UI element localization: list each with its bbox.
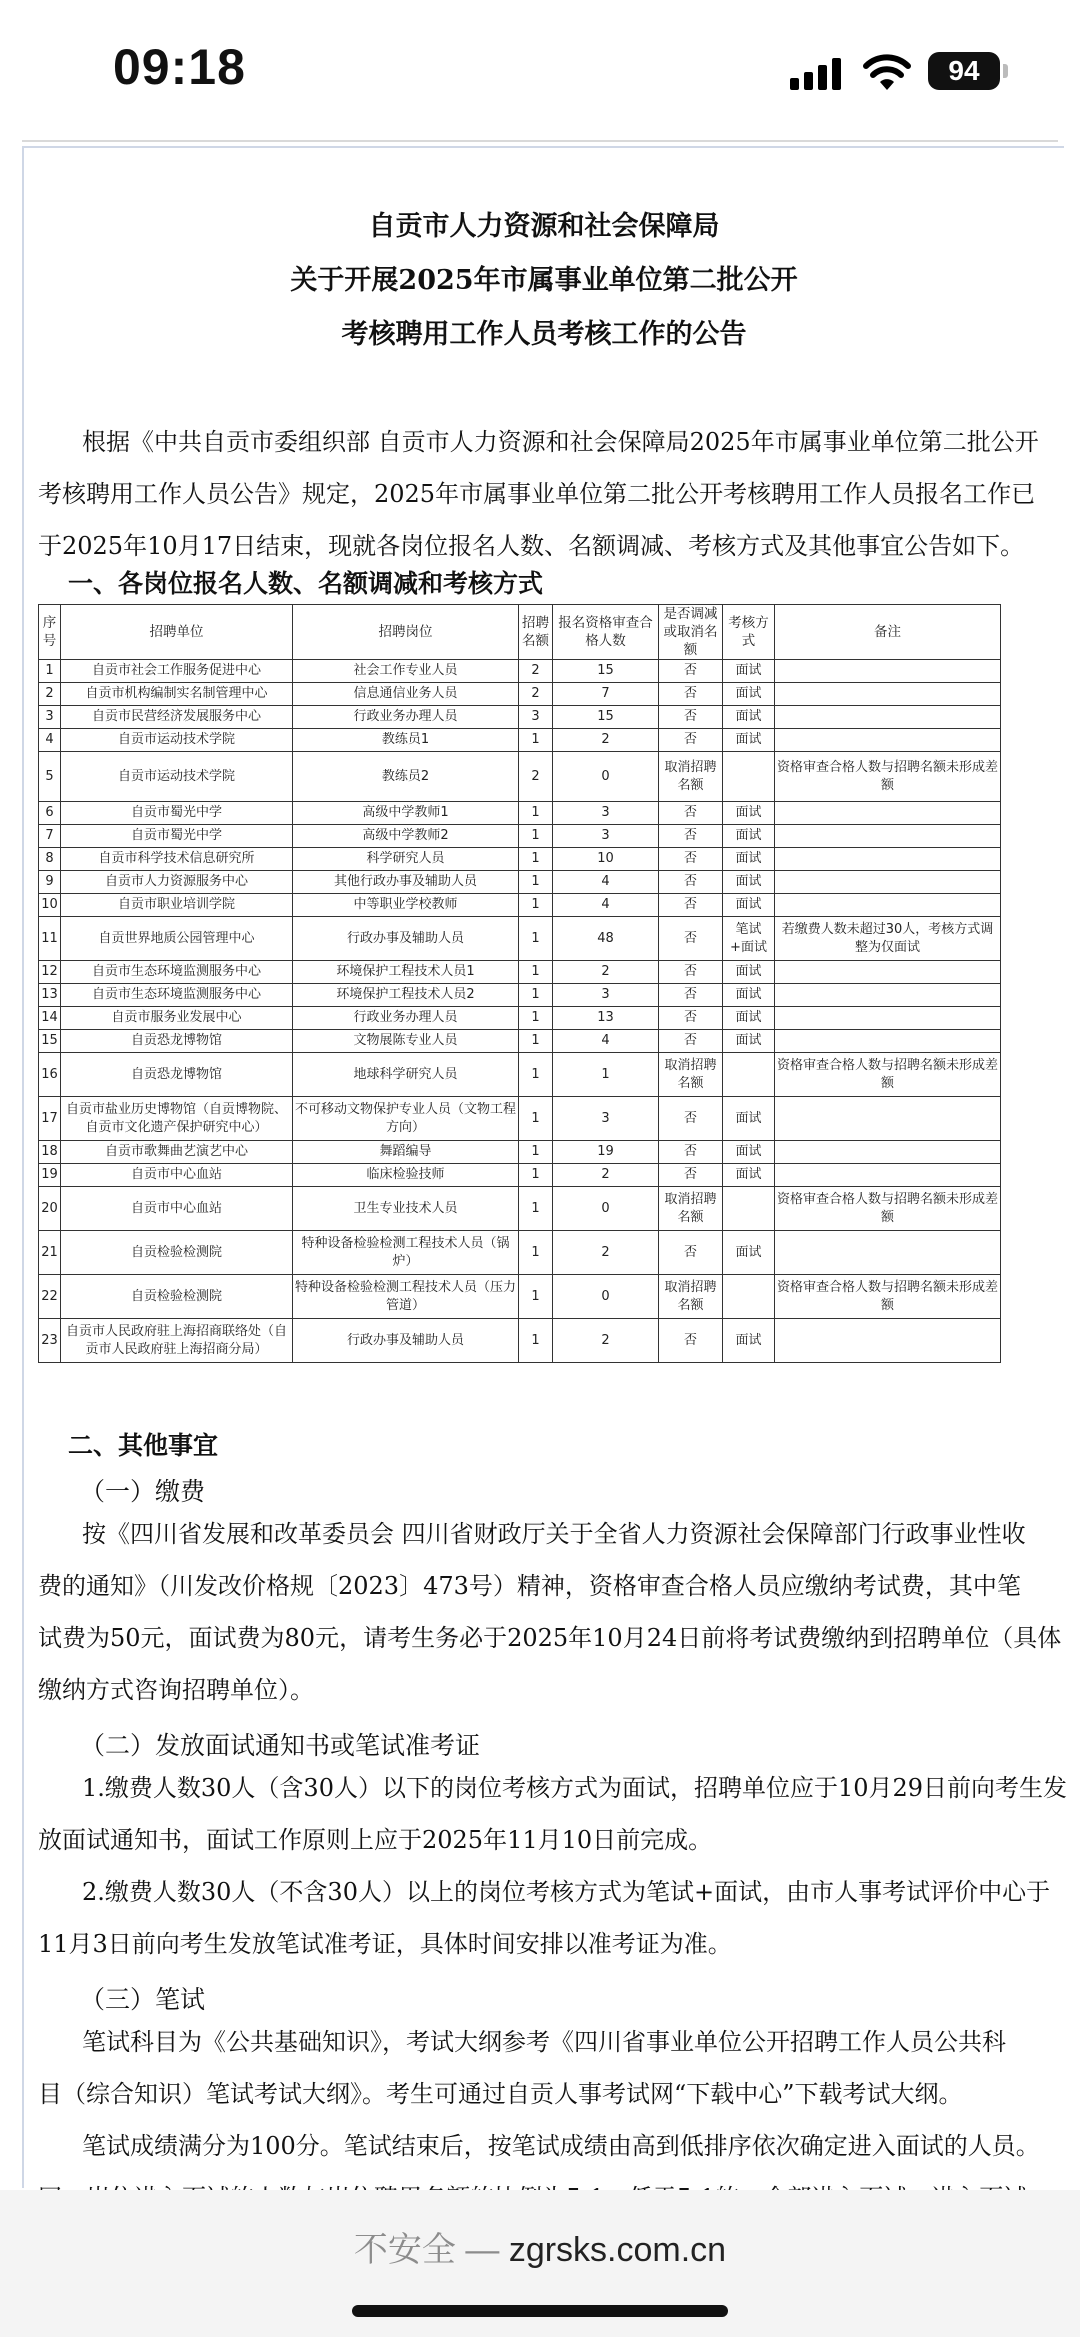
table-cell: 1 [519,1187,553,1231]
table-cell: 资格审查合格人数与招聘名额未形成差额 [775,1275,1001,1319]
table-cell: 否 [659,917,723,961]
table-cell: 面试 [723,1319,775,1363]
table-cell: 1 [519,917,553,961]
table-cell: 文物展陈专业人员 [293,1030,519,1053]
subsection-written-heading: （三）笔试 [80,1985,206,2014]
table-cell: 面试 [723,825,775,848]
table-cell: 13 [553,1007,659,1030]
table-cell: 2 [553,961,659,984]
table-cell: 1 [519,1319,553,1363]
table-cell: 自贡市生态环境监测服务中心 [61,984,293,1007]
table-cell [775,1319,1001,1363]
table-header-cell: 招聘岗位 [293,605,519,660]
positions-table [38,604,1001,1363]
wifi-icon [862,52,912,92]
table-cell: 自贡市运动技术学院 [61,752,293,802]
notice-line: 放面试通知书，面试工作原则上应于2025年11月10日前完成。 [38,1826,713,1854]
table-cell [775,660,1001,683]
table-cell: 1 [519,1231,553,1275]
table-row [39,1053,1001,1097]
insecure-label: 不安全 [353,2231,456,2269]
table-cell: 2 [519,683,553,706]
table-cell: 15 [553,706,659,729]
table-cell: 资格审查合格人数与招聘名额未形成差额 [775,1187,1001,1231]
table-cell: 自贡市生态环境监测服务中心 [61,961,293,984]
table-cell: 教练员1 [293,729,519,752]
table-cell: 9 [39,871,61,894]
fee-line: 费的通知》（川发改价格规〔2023〕473号）精神，资格审查合格人员应缴纳考试费，其中笔 [38,1572,1021,1600]
table-cell: 5 [39,752,61,802]
table-cell: 自贡世界地质公园管理中心 [61,917,293,961]
table-cell [775,683,1001,706]
table-row [39,871,1001,894]
table-cell: 面试 [723,706,775,729]
table-cell [775,825,1001,848]
table-cell: 面试 [723,961,775,984]
table-cell: 否 [659,1030,723,1053]
doc-title-line-1: 自贡市人力资源和社会保障局 [368,211,720,242]
table-cell: 0 [553,1187,659,1231]
table-row [39,802,1001,825]
table-cell: 自贡市盐业历史博物馆（自贡博物院、自贡市文化遗产保护研究中心） [61,1097,293,1141]
notice-paragraph [38,1762,1078,1970]
table-cell: 2 [553,729,659,752]
subsection-fee-heading: （一）缴费 [80,1477,206,1506]
table-row [39,729,1001,752]
table-cell: 自贡恐龙博物馆 [61,1053,293,1097]
table-cell: 否 [659,729,723,752]
table-header-cell: 招聘单位 [61,605,293,660]
table-cell: 面试 [723,1030,775,1053]
table-cell: 2 [519,660,553,683]
table-cell: 1 [553,1053,659,1097]
table-cell: 20 [39,1187,61,1231]
table-cell: 2 [553,1319,659,1363]
table-cell: 资格审查合格人数与招聘名额未形成差额 [775,752,1001,802]
section-1-heading: 一、各岗位报名人数、名额调减和考核方式 [68,569,544,598]
table-cell: 取消招聘名额 [659,1053,723,1097]
table-cell: 其他行政办事及辅助人员 [293,871,519,894]
document-page[interactable] [22,146,1068,2188]
table-cell: 0 [553,752,659,802]
table-cell: 否 [659,706,723,729]
table-cell [775,984,1001,1007]
status-time: 09:18 [113,39,246,95]
table-cell: 环境保护工程技术人员2 [293,984,519,1007]
table-cell: 行政业务办理人员 [293,706,519,729]
table-cell: 4 [553,1030,659,1053]
table-cell: 15 [39,1030,61,1053]
table-cell: 自贡市人民政府驻上海招商联络处（自贡市人民政府驻上海招商分局） [61,1319,293,1363]
table-cell: 2 [39,683,61,706]
table-cell [775,1141,1001,1164]
table-cell: 否 [659,1097,723,1141]
table-cell: 否 [659,871,723,894]
table-row [39,1275,1001,1319]
table-cell: 3 [553,802,659,825]
table-cell: 3 [519,706,553,729]
table-cell [723,1275,775,1319]
table-cell: 11 [39,917,61,961]
table-cell [723,752,775,802]
table-cell: 行政业务办理人员 [293,1007,519,1030]
table-row [39,683,1001,706]
fee-paragraph [38,1508,1078,1716]
table-row [39,825,1001,848]
table-cell: 1 [519,1164,553,1187]
table-cell: 1 [519,825,553,848]
table-cell: 14 [39,1007,61,1030]
table-cell: 1 [519,802,553,825]
table-cell: 面试 [723,1141,775,1164]
table-cell [775,848,1001,871]
battery-cap [1003,64,1008,78]
table-cell: 否 [659,1141,723,1164]
table-cell: 否 [659,1231,723,1275]
table-cell: 自贡市中心血站 [61,1187,293,1231]
url-display[interactable] [0,2222,1080,2271]
table-cell: 面试 [723,871,775,894]
doc-title-line-2: 关于开展2025年市属事业单位第二批公开 [290,265,798,296]
written-line: 笔试成绩满分为100分。笔试结束后，按笔试成绩由高到低排序依次确定进入面试的人员。 [82,2132,1040,2160]
table-cell: 自贡检验检测院 [61,1231,293,1275]
url-domain: zgrsks.com.cn [508,2231,727,2269]
table-cell [775,961,1001,984]
table-cell: 特种设备检验检测工程技术人员（锅炉） [293,1231,519,1275]
intro-line: 于2025年10月17日结束，现就各岗位报名人数、名额调减、考核方式及其他事宜公告如下。 [38,532,1025,560]
table-cell: 1 [519,1097,553,1141]
table-cell: 1 [519,1141,553,1164]
table-header-cell: 备注 [775,605,1001,660]
table-cell: 临床检验技师 [293,1164,519,1187]
notice-line: 2.缴费人数30人（不含30人）以上的岗位考核方式为笔试+面试，由市人事考试评价中心于 [82,1878,1051,1906]
table-cell: 1 [39,660,61,683]
status-bar [0,0,1080,140]
table-cell: 2 [553,1164,659,1187]
table-cell: 自贡市民营经济发展服务中心 [61,706,293,729]
written-line: 目（综合知识）笔试考试大纲》。考生可通过自贡人事考试网“下载中心”下载考试大纲。 [38,2080,963,2108]
table-cell: 自贡市服务业发展中心 [61,1007,293,1030]
table-cell: 否 [659,683,723,706]
table-header-cell: 考核方式 [723,605,775,660]
table-row [39,706,1001,729]
home-indicator[interactable] [352,2305,728,2317]
table-cell: 3 [553,1097,659,1141]
table-row [39,1164,1001,1187]
table-row [39,660,1001,683]
table-cell: 信息通信业务人员 [293,683,519,706]
table-cell: 3 [553,984,659,1007]
table-cell: 卫生专业技术人员 [293,1187,519,1231]
table-cell: 19 [553,1141,659,1164]
table-cell: 否 [659,1007,723,1030]
table-header-cell: 招聘名额 [519,605,553,660]
table-cell: 19 [39,1164,61,1187]
table-cell: 面试 [723,894,775,917]
table-cell: 2 [553,1231,659,1275]
table-cell [775,1097,1001,1141]
url-separator: — [465,2231,500,2269]
table-cell: 1 [519,1053,553,1097]
table-cell: 1 [519,961,553,984]
table-cell: 否 [659,802,723,825]
table-cell: 4 [39,729,61,752]
table-cell: 4 [553,871,659,894]
page-divider [22,140,1058,142]
table-cell: 21 [39,1231,61,1275]
table-cell: 面试 [723,1097,775,1141]
table-cell: 自贡市蜀光中学 [61,802,293,825]
table-row [39,848,1001,871]
table-cell: 否 [659,894,723,917]
cellular-signal-icon [790,56,842,90]
battery-icon: 94 [928,52,1000,90]
table-row [39,1007,1001,1030]
table-cell: 面试 [723,848,775,871]
table-cell: 否 [659,1164,723,1187]
table-cell [775,706,1001,729]
table-row [39,752,1001,802]
table-row [39,984,1001,1007]
table-cell: 4 [553,894,659,917]
table-cell: 面试 [723,1231,775,1275]
table-cell: 13 [39,984,61,1007]
table-row [39,1319,1001,1363]
table-cell [775,871,1001,894]
notice-line: 1.缴费人数30人（含30人）以下的岗位考核方式为面试，招聘单位应于10月29日前向考生发 [82,1774,1068,1802]
table-cell: 教练员2 [293,752,519,802]
table-cell: 科学研究人员 [293,848,519,871]
table-cell: 10 [39,894,61,917]
table-cell: 10 [553,848,659,871]
table-row [39,1231,1001,1275]
table-cell: 否 [659,984,723,1007]
table-cell: 7 [39,825,61,848]
table-cell: 面试 [723,802,775,825]
table-cell: 自贡恐龙博物馆 [61,1030,293,1053]
table-cell: 1 [519,729,553,752]
table-cell: 否 [659,825,723,848]
table-header-cell: 是否调减或取消名额 [659,605,723,660]
table-cell: 6 [39,802,61,825]
table-cell: 1 [519,848,553,871]
table-cell: 笔试+面试 [723,917,775,961]
table-cell: 自贡市科学技术信息研究所 [61,848,293,871]
table-cell: 舞蹈编导 [293,1141,519,1164]
table-row [39,1187,1001,1231]
table-row [39,1097,1001,1141]
table-cell: 高级中学教师1 [293,802,519,825]
table-cell: 若缴费人数未超过30人，考核方式调整为仅面试 [775,917,1001,961]
table-cell: 1 [519,1275,553,1319]
table-cell: 面试 [723,683,775,706]
table-cell: 自贡市蜀光中学 [61,825,293,848]
table-cell: 2 [519,752,553,802]
table-cell: 资格审查合格人数与招聘名额未形成差额 [775,1053,1001,1097]
table-row [39,1141,1001,1164]
table-cell: 面试 [723,729,775,752]
table-cell [775,894,1001,917]
fee-line: 缴纳方式咨询招聘单位）。 [38,1676,314,1704]
table-cell: 7 [553,683,659,706]
table-cell: 8 [39,848,61,871]
table-cell: 自贡市机构编制实名制管理中心 [61,683,293,706]
fee-line: 按《四川省发展和改革委员会 四川省财政厅关于全省人力资源社会保障部门行政事业性收 [82,1520,1026,1548]
table-cell: 自贡检验检测院 [61,1275,293,1319]
table-cell: 取消招聘名额 [659,1187,723,1231]
table-cell: 1 [519,1030,553,1053]
subsection-notice-heading: （二）发放面试通知书或笔试准考证 [80,1731,481,1760]
table-cell: 1 [519,894,553,917]
table-cell: 自贡市歌舞曲艺演艺中心 [61,1141,293,1164]
table-header-cell: 序号 [39,605,61,660]
table-cell: 行政办事及辅助人员 [293,1319,519,1363]
table-cell: 1 [519,984,553,1007]
section-2-heading: 二、其他事宜 [68,1431,219,1460]
table-header-row [39,605,1001,660]
table-cell [775,1231,1001,1275]
table-cell [775,729,1001,752]
table-cell: 15 [553,660,659,683]
table-cell: 中等职业学校教师 [293,894,519,917]
table-cell: 23 [39,1319,61,1363]
table-cell: 面试 [723,1007,775,1030]
table-cell: 12 [39,961,61,984]
table-cell: 取消招聘名额 [659,752,723,802]
table-cell: 17 [39,1097,61,1141]
table-cell: 自贡市人力资源服务中心 [61,871,293,894]
table-cell: 否 [659,660,723,683]
table-header-cell: 报名资格审查合格人数 [553,605,659,660]
table-row [39,894,1001,917]
table-cell: 自贡市中心血站 [61,1164,293,1187]
table-row [39,917,1001,961]
table-cell: 面试 [723,1164,775,1187]
table-cell: 48 [553,917,659,961]
written-line: 笔试科目为《公共基础知识》，考试大纲参考《四川省事业单位公开招聘工作人员公共科 [82,2028,1006,2056]
fee-line: 试费为50元，面试费为80元，请考生务必于2025年10月24日前将考试费缴纳到招聘单位（具体 [38,1624,1062,1652]
table-cell: 取消招聘名额 [659,1275,723,1319]
table-cell: 自贡市运动技术学院 [61,729,293,752]
table-cell: 0 [553,1275,659,1319]
table-cell: 高级中学教师2 [293,825,519,848]
table-cell: 环境保护工程技术人员1 [293,961,519,984]
table-cell: 否 [659,848,723,871]
table-cell: 1 [519,871,553,894]
table-cell: 3 [39,706,61,729]
table-cell: 地球科学研究人员 [293,1053,519,1097]
table-cell: 社会工作专业人员 [293,660,519,683]
intro-line: 根据《中共自贡市委组织部 自贡市人力资源和社会保障局2025年市属事业单位第二批公开 [82,428,1039,456]
table-cell: 自贡市社会工作服务促进中心 [61,660,293,683]
table-cell: 16 [39,1053,61,1097]
table-cell: 不可移动文物保护专业人员（文物工程方向） [293,1097,519,1141]
table-cell [775,1164,1001,1187]
table-cell: 面试 [723,984,775,1007]
table-cell: 22 [39,1275,61,1319]
table-row [39,1030,1001,1053]
table-cell: 3 [553,825,659,848]
table-cell [723,1187,775,1231]
table-cell: 否 [659,1319,723,1363]
table-cell [775,1007,1001,1030]
table-cell [775,802,1001,825]
browser-address-bar[interactable] [0,2190,1080,2337]
intro-line: 考核聘用工作人员公告》规定，2025年市属事业单位第二批公开考核聘用工作人员报名工作已 [38,480,1036,508]
table-cell: 面试 [723,660,775,683]
table-cell: 特种设备检验检测工程技术人员（压力管道） [293,1275,519,1319]
intro-paragraph [38,416,1078,572]
table-cell [775,1030,1001,1053]
table-row [39,961,1001,984]
table-cell: 行政办事及辅助人员 [293,917,519,961]
doc-title-line-3: 考核聘用工作人员考核工作的公告 [341,319,747,350]
notice-line: 11月3日前向考生发放笔试准考证，具体时间安排以准考证为准。 [38,1930,732,1958]
table-cell: 自贡市职业培训学院 [61,894,293,917]
table-cell [723,1053,775,1097]
table-cell: 18 [39,1141,61,1164]
table-cell: 否 [659,961,723,984]
table-cell: 1 [519,1007,553,1030]
